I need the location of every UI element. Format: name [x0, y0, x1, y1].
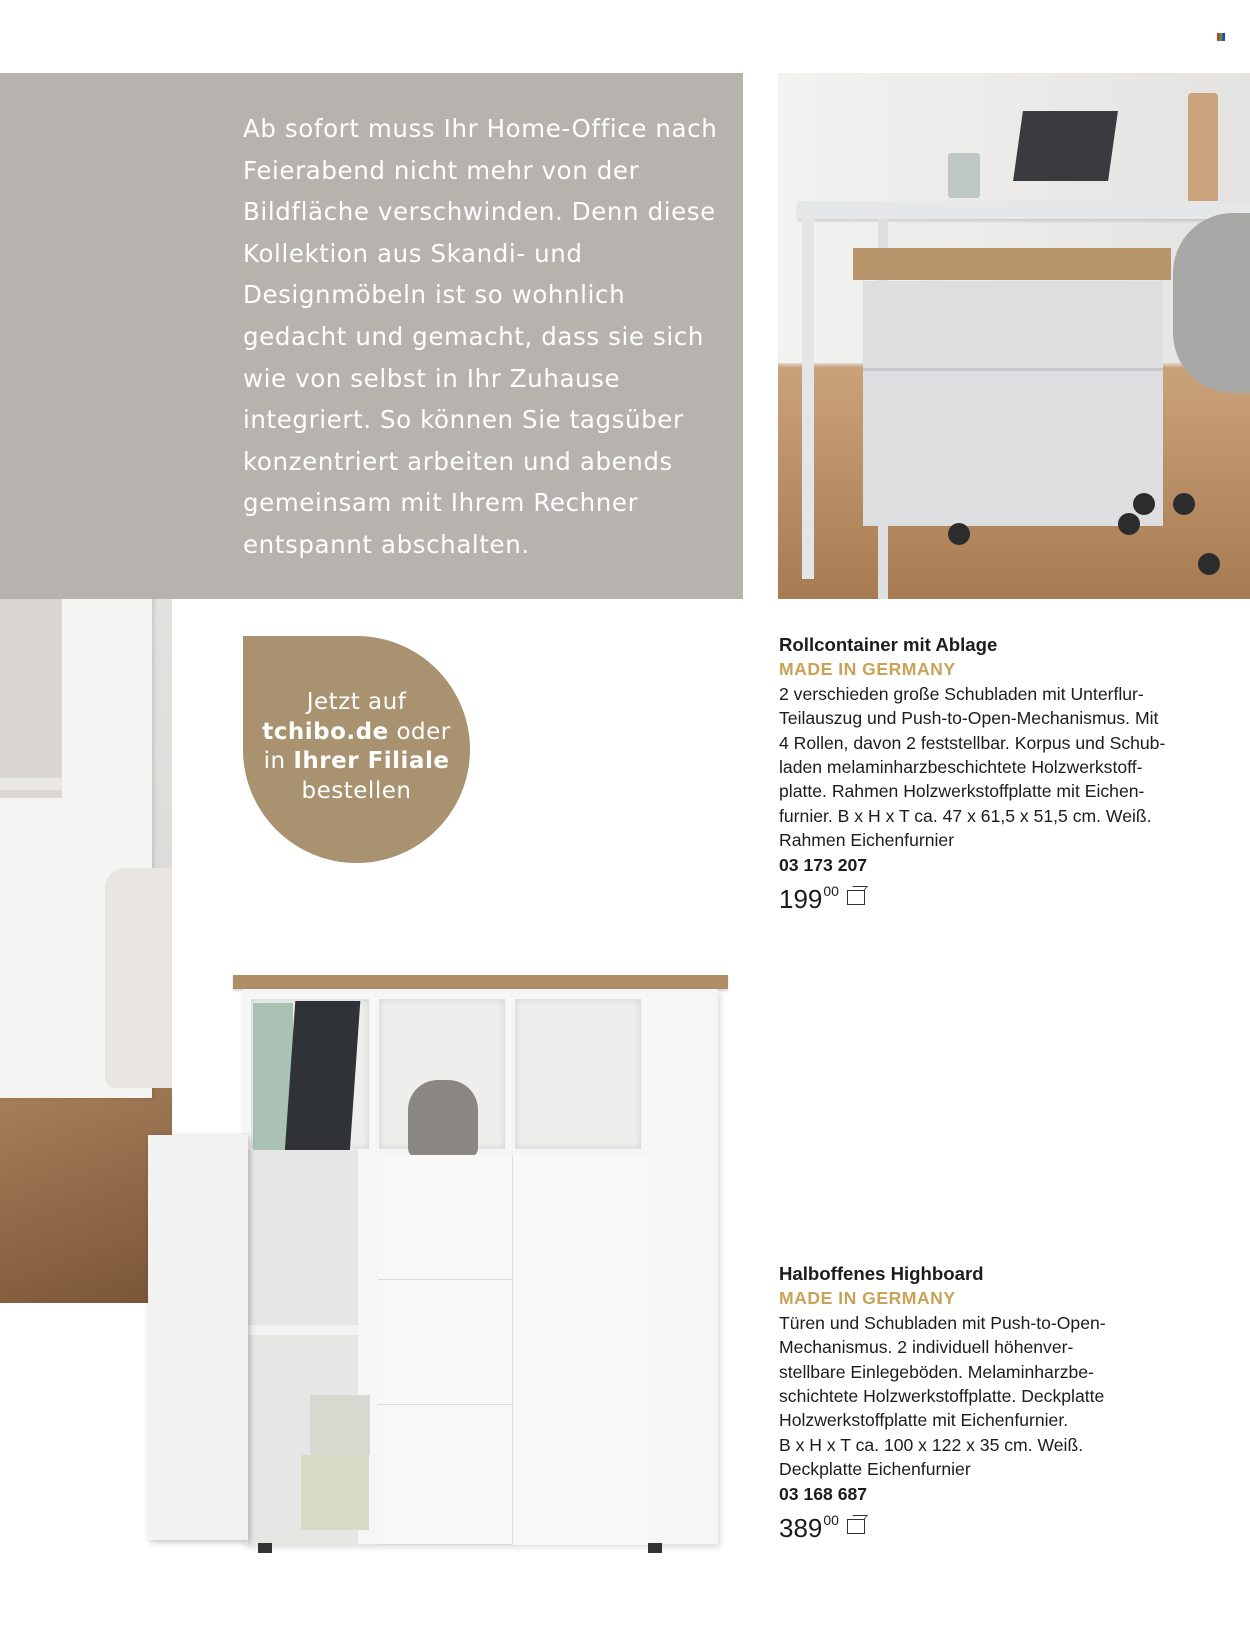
article-number: 03 173 207	[779, 854, 868, 875]
open-door	[148, 1135, 248, 1540]
highboard-top	[233, 975, 728, 989]
package-icon	[847, 1519, 865, 1534]
order-badge-text	[243, 688, 470, 806]
drawer	[378, 1155, 513, 1280]
product-title: Rollcontainer mit Ablage	[779, 634, 998, 655]
price-euros: 199	[779, 884, 823, 915]
description-line: Mechanismus. 2 individuell höhenver-	[779, 1337, 1074, 1358]
drawer-divider	[863, 368, 1163, 371]
color-mark-icon	[1217, 33, 1225, 41]
product-rollcontainer	[779, 633, 1219, 917]
article-number: 03 168 687	[779, 1483, 868, 1504]
container-tray	[853, 248, 1171, 280]
description-line: 4 Rollen, davon 2 feststellbar. Korpus und Schub-	[779, 732, 1166, 753]
description-line: schichtete Holzwerkstoffplatte. Deckplatte	[779, 1386, 1105, 1407]
description-line: stellbare Einlegeböden. Melaminharzbe-	[779, 1361, 1094, 1382]
made-in-label: MADE IN GERMANY	[779, 1288, 956, 1309]
badge-line-4: bestellen	[301, 777, 412, 804]
desk-leg	[802, 219, 814, 579]
product-title: Halboffenes Highboard	[779, 1263, 984, 1284]
interior-shelf	[248, 1325, 358, 1335]
container-body	[863, 281, 1163, 526]
price-euros: 389	[779, 1513, 823, 1544]
badge-line-3-pre: in	[263, 748, 294, 774]
storage-box	[301, 1455, 369, 1530]
laptop	[1013, 111, 1118, 181]
description-line: B x H x T ca. 100 x 122 x 35 cm. Weiß.	[779, 1434, 1084, 1455]
highboard-photo	[148, 975, 738, 1620]
chair-wheel	[1173, 493, 1195, 515]
wheel	[1118, 513, 1140, 535]
badge-line-2-rest: oder	[388, 718, 451, 745]
cabinet-shelf	[0, 778, 62, 790]
desk-photo	[778, 73, 1250, 599]
price-cents: 00	[823, 1512, 839, 1529]
speaker	[408, 1080, 478, 1158]
intro-text: Ab sofort muss Ihr Home-Office nach Feierabend nicht mehr von der Bildfläche verschwinden. Denn diese Kollektion aus Skandi- und Designmöbeln ist so wohnlich gedacht und gemacht, dass sie sich wie von selbst in Ihr Zuhause integriert. So können Sie tagsüber konzentriert arbeiten und abends gemeinsam mit Ihrem Rechner entspannt abschalten.	[243, 114, 718, 559]
chair-wheel	[1198, 553, 1220, 575]
description-line: 2 verschieden große Schubladen mit Unterflur-	[779, 683, 1144, 704]
lamp	[1188, 93, 1218, 203]
product-description	[779, 682, 1219, 853]
wheel	[948, 523, 970, 545]
drawer	[378, 1405, 513, 1545]
description-line: laden melaminharzbeschichtete Holzwerkstoff-	[779, 757, 1143, 778]
made-in-label: MADE IN GERMANY	[779, 659, 956, 680]
description-line: furnier. B x H x T ca. 47 x 61,5 x 51,5 cm. Weiß.	[779, 805, 1152, 826]
badge-line-3	[243, 747, 470, 777]
office-chair	[1173, 213, 1250, 393]
open-compartment	[515, 999, 641, 1149]
price-cents: 00	[823, 883, 839, 900]
cabinet-door	[513, 1155, 653, 1545]
description-line: Holzwerkstoffplatte mit Eichenfurnier.	[779, 1410, 1069, 1431]
pen-cup	[948, 153, 980, 198]
binder	[285, 1001, 361, 1153]
cabinet-foot	[258, 1543, 272, 1553]
drawer	[378, 1280, 513, 1405]
description-line: Deckplatte Eichenfurnier	[779, 1459, 971, 1480]
cabinet-foot	[648, 1543, 662, 1553]
description-line: Rahmen Eichenfurnier	[779, 830, 955, 851]
desk-top	[798, 201, 1250, 219]
badge-store-text: Ihrer Filiale	[293, 748, 450, 774]
product-highboard	[779, 1262, 1219, 1546]
badge-line-1: Jetzt auf	[306, 689, 407, 715]
description-line: platte. Rahmen Holzwerkstoffplatte mit Eichen-	[779, 781, 1145, 802]
description-line: Türen und Schubladen mit Push-to-Open-	[779, 1312, 1106, 1333]
cabinet-opening	[0, 568, 62, 798]
price	[779, 1510, 1219, 1546]
badge-link-text: tchibo.de	[262, 718, 389, 745]
description-line: Teilauszug und Push-to-Open-Mechanismus. Mit	[779, 708, 1159, 729]
product-description	[779, 1311, 1219, 1482]
price	[779, 881, 1219, 917]
floor	[0, 1088, 172, 1303]
wheel	[1133, 493, 1155, 515]
package-icon	[847, 890, 865, 905]
badge-line-2	[243, 718, 470, 748]
storage-box	[310, 1395, 370, 1455]
